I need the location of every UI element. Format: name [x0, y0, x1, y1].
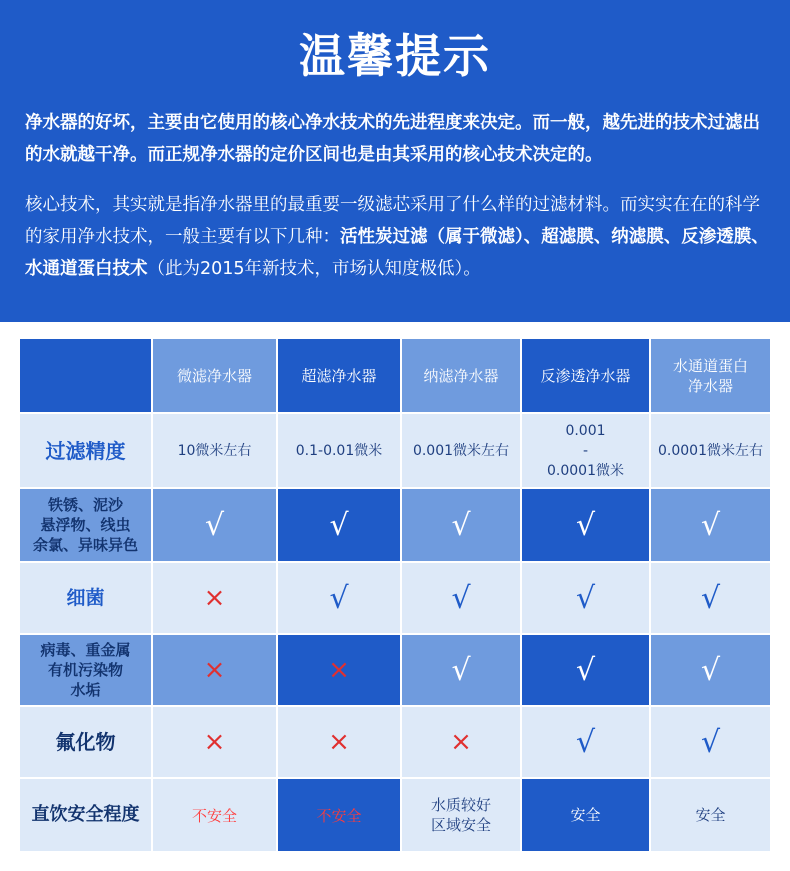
- cross-mark-icon-text: ×: [203, 583, 226, 613]
- precision-cell: [278, 414, 400, 487]
- check-mark-icon: [522, 563, 649, 633]
- check-mark-icon: [522, 489, 649, 561]
- row-label-text: 氟化物: [55, 730, 116, 754]
- check-mark-icon: [651, 707, 770, 777]
- corner-cell: [20, 339, 151, 412]
- cross-mark-icon-text: ×: [203, 727, 226, 757]
- check-mark-icon-text: √: [575, 507, 596, 543]
- column-header-text: 纳滤净水器: [423, 366, 499, 385]
- check-mark-icon-text: √: [575, 580, 596, 616]
- safety-cell: [278, 779, 400, 851]
- check-mark-icon: [522, 635, 649, 705]
- safety-cell-text: 不安全: [191, 806, 237, 825]
- column-header: [153, 339, 276, 412]
- precision-cell: [522, 414, 649, 487]
- check-mark-icon-text: √: [451, 507, 471, 543]
- check-mark-icon-text: √: [329, 507, 349, 543]
- row-label: [20, 563, 151, 633]
- precision-cell-text: 10微米左右: [177, 442, 252, 459]
- row-label: [20, 707, 151, 777]
- intro-paragraph: 净水器的好坏，主要由它使用的核心净水技术的先进程度来决定。而一般，越先进的技术过滤出的水就越干净。而正规净水器的定价区间也是由其采用的核心技术决定的。: [25, 113, 760, 165]
- check-mark-icon: [522, 707, 649, 777]
- check-mark-icon: [651, 635, 770, 705]
- column-header-text: 反渗透净水器: [540, 366, 631, 385]
- page-title: 温馨提示: [299, 29, 491, 83]
- cross-mark-icon: [153, 707, 276, 777]
- safety-cell-text: 安全: [695, 806, 726, 824]
- precision-cell-text: 0.001 - 0.0001微米: [547, 422, 624, 479]
- precision-cell: [402, 414, 520, 487]
- check-mark-icon: [402, 563, 520, 633]
- safety-cell-text: 不安全: [316, 806, 362, 825]
- comparison-table: [20, 339, 770, 851]
- tech-list: 活性炭过滤（属于微滤）、超滤膜、纳滤膜、反渗透膜、水通道蛋白技术: [25, 227, 769, 279]
- column-header-text: 超滤净水器: [301, 366, 377, 385]
- check-mark-icon-text: √: [329, 580, 349, 616]
- check-mark-icon: [402, 635, 520, 705]
- safety-cell: [153, 779, 276, 851]
- check-mark-icon: [278, 489, 400, 561]
- precision-cell: [153, 414, 276, 487]
- column-header: [278, 339, 400, 412]
- check-mark-icon: [651, 563, 770, 633]
- check-mark-icon-text: √: [700, 580, 721, 616]
- cross-mark-icon: [153, 635, 276, 705]
- check-mark-icon-text: √: [700, 652, 721, 688]
- check-mark-icon-text: √: [575, 724, 596, 760]
- column-header-text: 水通道蛋白 净水器: [672, 356, 748, 395]
- check-mark-icon-text: √: [451, 652, 471, 688]
- row-label-text: 铁锈、泥沙 悬浮物、线虫 余氯、异味异色: [32, 496, 138, 554]
- precision-cell-text: 0.1-0.01微米: [295, 442, 383, 459]
- cross-mark-icon: [278, 707, 400, 777]
- row-label: [20, 414, 151, 487]
- cross-mark-icon-text: ×: [203, 655, 226, 685]
- column-header: [402, 339, 520, 412]
- check-mark-icon-text: √: [575, 652, 596, 688]
- cross-mark-icon-text: ×: [328, 727, 350, 757]
- check-mark-icon-text: √: [204, 507, 225, 543]
- row-label: [20, 779, 151, 851]
- tech-paragraph-note: （此为2015年新技术，市场认知度极低）。: [147, 259, 481, 279]
- row-label: [20, 489, 151, 561]
- column-header: [522, 339, 649, 412]
- column-header: [651, 339, 770, 412]
- row-label-text: 直饮安全程度: [31, 804, 140, 825]
- check-mark-icon: [278, 563, 400, 633]
- row-label-text: 病毒、重金属 有机污染物 水垢: [40, 641, 131, 699]
- row-label-text: 细菌: [66, 587, 105, 609]
- tech-paragraph: [25, 189, 770, 285]
- precision-cell-text: 0.0001微米左右: [658, 442, 763, 459]
- column-header-text: 微滤净水器: [176, 366, 252, 385]
- check-mark-icon-text: √: [700, 724, 721, 760]
- row-label-text: 过滤精度: [45, 438, 126, 463]
- check-mark-icon-text: √: [700, 507, 721, 543]
- safety-cell: [522, 779, 649, 851]
- safety-cell-text: 水质较好 区域安全: [430, 796, 491, 834]
- tech-paragraph-lead: 核心技术，其实就是指净水器里的最重要一级滤芯采用了什么样的过滤材料。而实实在在的科学的家用净水技术，一般主要有以下几种：: [25, 195, 760, 247]
- cross-mark-icon: [402, 707, 520, 777]
- cross-mark-icon: [278, 635, 400, 705]
- precision-cell: [651, 414, 770, 487]
- cross-mark-icon-text: ×: [328, 655, 350, 685]
- cross-mark-icon: [153, 563, 276, 633]
- check-mark-icon: [402, 489, 520, 561]
- check-mark-icon: [153, 489, 276, 561]
- header-banner: [0, 0, 790, 322]
- safety-cell: [651, 779, 770, 851]
- check-mark-icon: [651, 489, 770, 561]
- safety-cell-text: 安全: [570, 806, 601, 824]
- check-mark-icon-text: √: [451, 580, 471, 616]
- precision-cell-text: 0.001微米左右: [412, 442, 510, 459]
- cross-mark-icon-text: ×: [450, 727, 472, 757]
- row-label: [20, 635, 151, 705]
- safety-cell: [402, 779, 520, 851]
